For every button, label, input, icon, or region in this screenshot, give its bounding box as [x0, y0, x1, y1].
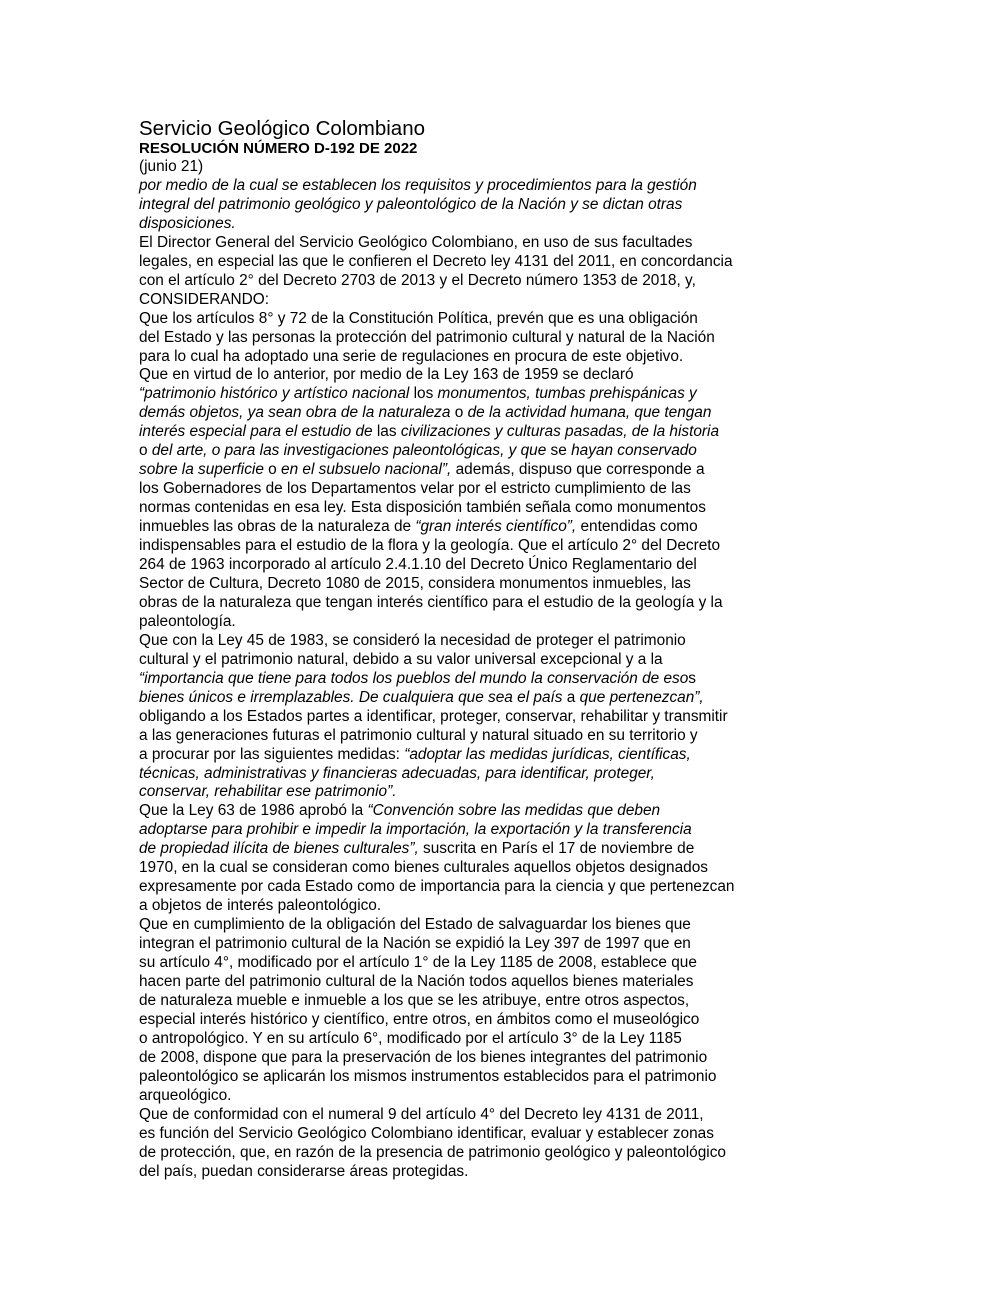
text-line — [139, 1068, 789, 1087]
text-line — [139, 840, 789, 859]
text-line — [139, 992, 789, 1011]
text-segment: inmuebles las obras de la naturaleza de — [139, 518, 416, 536]
text-line — [139, 272, 789, 291]
text-segment: arqueológico. — [139, 1086, 232, 1104]
text-line — [139, 783, 789, 802]
text-line — [139, 594, 789, 613]
text-segment: legales, en especial las que le confieren el Decreto ley 4131 del 2011, en concordancia — [139, 252, 733, 270]
text-segment: s — [688, 669, 696, 687]
text-segment: del país, puedan considerarse áreas protegidas. — [139, 1162, 469, 1180]
text-line — [139, 348, 789, 367]
text-segment: Que con la Ley 45 de 1983, se consideró la necesidad de proteger el patrimonio — [139, 631, 686, 649]
text-segment: Que la Ley 63 de 1986 aprobó la — [139, 802, 368, 820]
italic-text: adoptarse para prohibir e impedir la importación, la exportación y la transferencia — [139, 821, 692, 839]
text-segment: o antropológico. Y en su artículo 6°, modificado por el artículo 3° de la Ley 1185 — [139, 1029, 682, 1047]
text-line — [139, 916, 789, 935]
text-line — [139, 632, 789, 651]
italic-text: por medio de la cual se establecen los requisitos y procedimientos para la gestión — [139, 176, 697, 194]
text-segment: paleontológico se aplicarán los mismos instrumentos establecidos para el patrimonio — [139, 1067, 717, 1085]
text-segment: del Estado y las personas la protección del patrimonio cultural y natural de la Nación — [139, 328, 715, 346]
text-line — [139, 954, 789, 973]
text-segment: o — [450, 404, 468, 422]
text-line — [139, 556, 789, 575]
italic-text: civilizaciones y culturas pasadas, de la historia — [400, 423, 720, 441]
text-line — [139, 1087, 789, 1106]
text-segment: especial interés histórico y científico, entre otros, en ámbitos como el museológico — [139, 1010, 700, 1028]
italic-text: que pertenezcan”, — [579, 688, 704, 706]
text-segment: a las generaciones futuras el patrimonio cultural y natural situado en su territorio y — [139, 726, 698, 744]
text-segment: obligando a los Estados partes a identificar, proteger, conservar, rehabilitar y transmitir — [139, 707, 728, 725]
italic-text: sobre la superficie — [139, 461, 264, 479]
text-line — [139, 1125, 789, 1144]
text-line — [139, 821, 789, 840]
text-segment: a objetos de interés paleontológico. — [139, 897, 382, 915]
text-line — [139, 499, 789, 518]
text-line — [139, 613, 789, 632]
text-line — [139, 310, 789, 329]
text-segment: 1970, en la cual se consideran como bienes culturales aquellos objetos designados — [139, 859, 708, 877]
text-segment: las — [372, 423, 401, 441]
italic-text: bienes únicos e irremplazables. De cualquiera que sea el país — [139, 688, 563, 706]
text-segment: normas contenidas en esa ley. Esta disposición también señala como monumentos — [139, 499, 706, 517]
text-segment: paleontología. — [139, 612, 236, 630]
italic-text: integral del patrimonio geológico y paleontológico de la Nación y se dictan otras — [139, 195, 683, 213]
italic-text: disposiciones. — [139, 214, 236, 232]
document-body — [139, 118, 789, 1181]
italic-text: demás objetos, ya sean obra de la naturaleza — [139, 404, 451, 422]
text-segment: suscrita en París el 17 de noviembre de — [418, 840, 695, 858]
text-segment: hacen parte del patrimonio cultural de la Nación todos aquellos bienes materiales — [139, 972, 694, 990]
italic-text: en el subsuelo nacional”, — [281, 461, 452, 479]
italic-text: hayan conservado — [571, 442, 697, 460]
text-line — [139, 1144, 789, 1163]
text-line — [139, 708, 789, 727]
text-segment: con el artículo 2° del Decreto 2703 de 2013 y el Decreto número 1353 de 2018, y, — [139, 271, 696, 289]
italic-text: conservar, rehabilitar ese patrimonio”. — [139, 783, 397, 801]
text-line — [139, 859, 789, 878]
text-line — [139, 480, 789, 499]
text-line — [139, 518, 789, 537]
italic-text: “gran interés científico”, — [415, 518, 577, 536]
text-segment: obras de la naturaleza que tengan interés científico para el estudio de la geología y la — [139, 593, 723, 611]
text-segment: CONSIDERANDO: — [139, 290, 269, 308]
text-segment: los Gobernadores de los Departamentos velar por el estricto cumplimiento de las — [139, 480, 691, 498]
text-segment: o — [139, 442, 152, 460]
text-line — [139, 537, 789, 556]
text-line — [139, 1163, 789, 1182]
text-line — [139, 651, 789, 670]
text-line — [139, 689, 789, 708]
text-segment: Que los artículos 8° y 72 de la Constitución Política, prevén que es una obligación — [139, 309, 698, 327]
italic-text: de propiedad ilícita de bienes culturales”, — [139, 840, 419, 858]
text-line — [139, 329, 789, 348]
text-segment: cultural y el patrimonio natural, debido a su valor universal excepcional y a la — [139, 650, 663, 668]
text-line — [139, 765, 789, 784]
organization-title: Servicio Geológico Colombiano — [139, 117, 426, 140]
resolution-date: (junio 21) — [139, 158, 204, 175]
text-line — [139, 727, 789, 746]
text-segment: a procurar por las siguientes medidas: — [139, 745, 405, 763]
text-line — [139, 1106, 789, 1125]
italic-text: interés especial para el estudio de — [139, 423, 373, 441]
text-segment: de naturaleza mueble e inmueble a los que se les atribuye, entre otros aspectos, — [139, 991, 690, 1009]
italic-text: técnicas, administrativas y financieras adecuadas, para identificar, proteger, — [139, 764, 655, 782]
text-line — [139, 670, 789, 689]
text-segment: además, dispuso que corresponde a — [451, 461, 705, 479]
text-line — [139, 1011, 789, 1030]
italic-text: “patrimonio histórico y artístico nacional — [139, 385, 410, 403]
text-line — [139, 461, 789, 480]
text-line — [139, 802, 789, 821]
text-segment: Que en virtud de lo anterior, por medio de la Ley 163 de 1959 se declaró — [139, 366, 634, 384]
text-line — [139, 291, 789, 310]
text-line — [139, 575, 789, 594]
text-segment: Sector de Cultura, Decreto 1080 de 2015, considera monumentos inmuebles, las — [139, 574, 691, 592]
text-line — [139, 442, 789, 461]
text-line — [139, 366, 789, 385]
text-line — [139, 973, 789, 992]
body-text — [139, 177, 789, 1182]
text-segment: Que de conformidad con el numeral 9 del artículo 4° del Decreto ley 4131 de 2011, — [139, 1105, 704, 1123]
italic-text: del arte, o para las investigaciones paleontológicas, y que — [151, 442, 547, 460]
text-line — [139, 897, 789, 916]
text-line — [139, 253, 789, 272]
text-line — [139, 878, 789, 897]
text-segment: a — [562, 688, 580, 706]
text-segment: es función del Servicio Geológico Colombiano identificar, evaluar y establecer zonas — [139, 1124, 714, 1142]
text-line — [139, 234, 789, 253]
text-segment: para lo cual ha adoptado una serie de regulaciones en procura de este objetivo. — [139, 347, 684, 365]
text-line — [139, 177, 789, 196]
text-segment: de 2008, dispone que para la preservación de los bienes integrantes del patrimonio — [139, 1048, 708, 1066]
text-line — [139, 404, 789, 423]
text-segment: El Director General del Servicio Geológico Colombiano, en uso de sus facultades — [139, 233, 693, 251]
italic-text: “adoptar las medidas jurídicas, científicas, — [404, 745, 691, 763]
text-line — [139, 215, 789, 234]
text-line — [139, 423, 789, 442]
text-line — [139, 935, 789, 954]
text-segment: se — [546, 442, 572, 460]
italic-text: de la actividad humana, que tengan — [467, 404, 712, 422]
text-segment: 264 de 1963 incorporado al artículo 2.4.1.10 del Decreto Único Reglamentario del — [139, 556, 697, 574]
text-segment: integran el patrimonio cultural de la Nación se expidió la Ley 397 de 1997 que en — [139, 935, 691, 953]
text-segment: indispensables para el estudio de la flora y la geología. Que el artículo 2° del Decreto — [139, 537, 721, 555]
text-segment: los — [409, 385, 438, 403]
text-segment: Que en cumplimiento de la obligación del Estado de salvaguardar los bienes que — [139, 916, 691, 934]
text-segment: de protección, que, en razón de la presencia de patrimonio geológico y paleontológico — [139, 1143, 726, 1161]
text-line — [139, 196, 789, 215]
text-segment: o — [263, 461, 282, 479]
text-line — [139, 746, 789, 765]
italic-text: “Convención sobre las medidas que deben — [367, 802, 661, 820]
text-segment: su artículo 4°, modificado por el artículo 1° de la Ley 1185 de 2008, establece que — [139, 954, 697, 972]
text-segment: expresamente por cada Estado como de importancia para la ciencia y que pertenezcan — [139, 878, 735, 896]
text-line — [139, 1049, 789, 1068]
italic-text: “importancia que tiene para todos los pueblos del mundo la conservación de eso — [139, 669, 689, 687]
text-line — [139, 385, 789, 404]
text-segment: entendidas como — [576, 518, 698, 536]
italic-text: monumentos, tumbas prehispánicas y — [437, 385, 697, 403]
text-line — [139, 1030, 789, 1049]
resolution-title: RESOLUCIÓN NÚMERO D-192 DE 2022 — [139, 140, 418, 157]
